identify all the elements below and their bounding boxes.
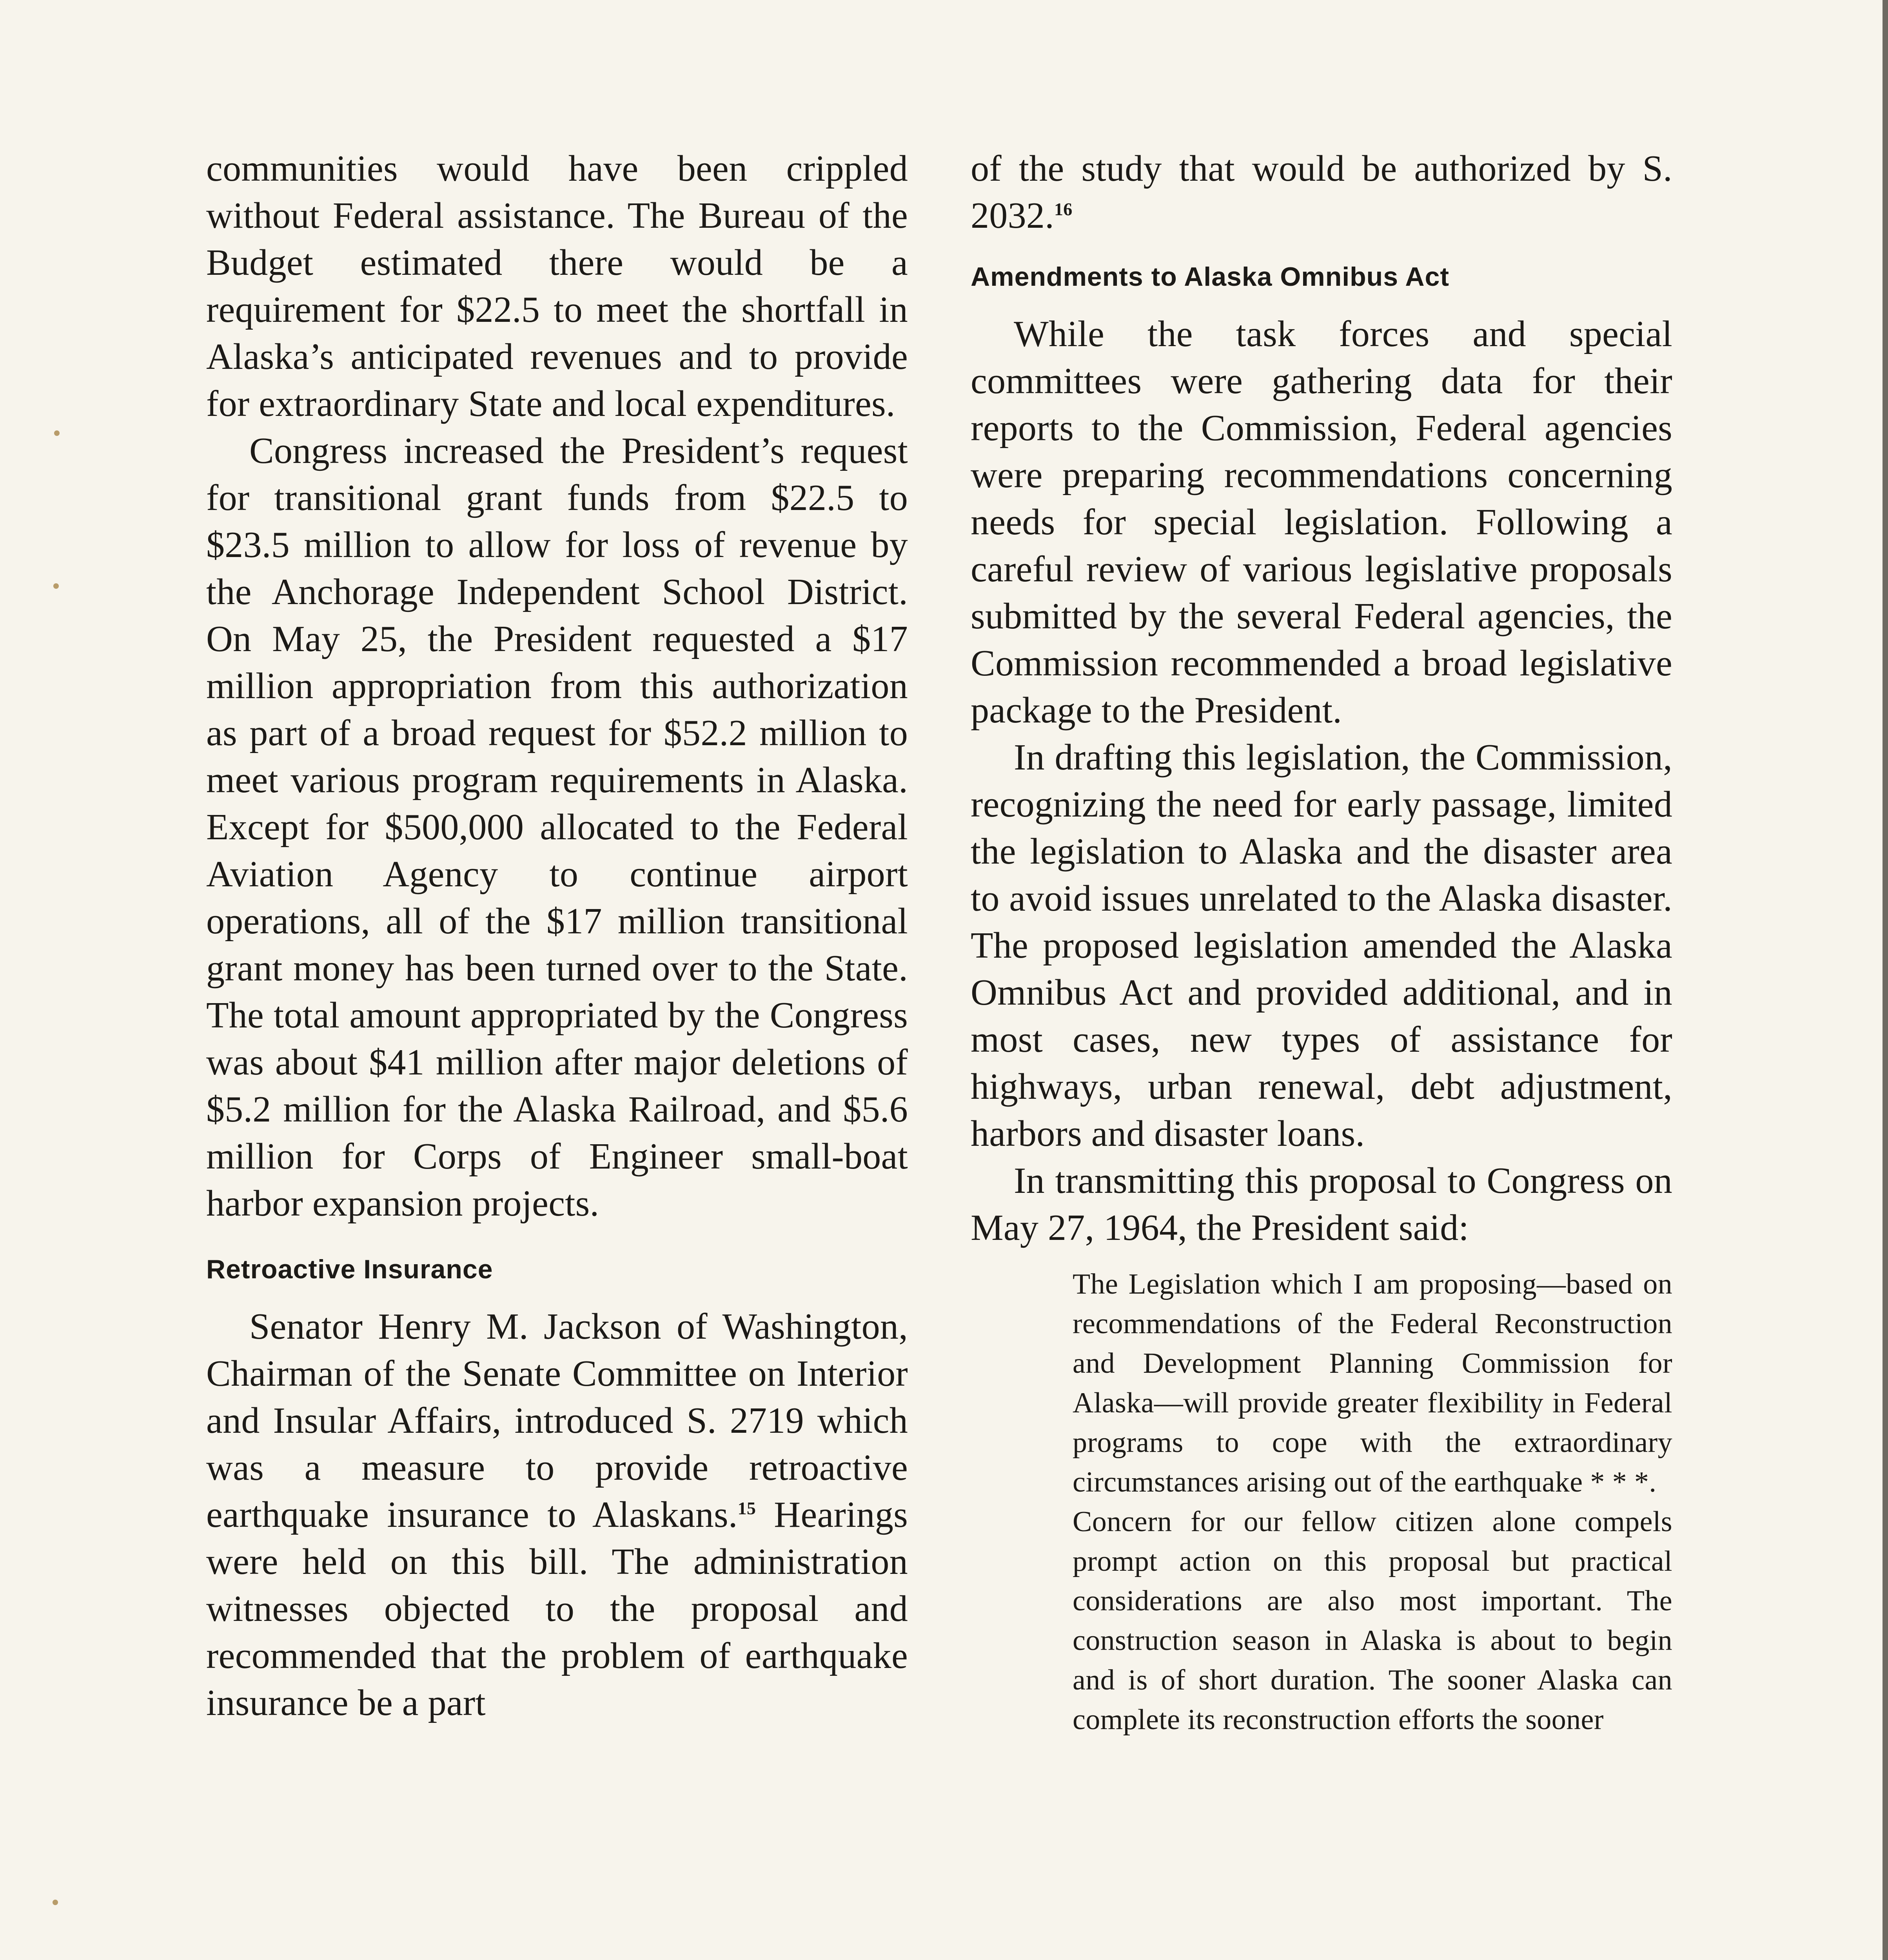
- right-paragraph-4: In transmitting this proposal to Congress on May 27, 1964, the President said:: [971, 1160, 1672, 1248]
- right-paragraph-2: While the task forces and special committees were gathering data for their reports to the Commission, Federal agencies were preparing recommendations concerning needs for special legislation. Following a careful review of various legislative proposals submitted by the several Federal agencies, the Commission recommended a broad legislative package to the President.: [971, 314, 1672, 731]
- left-paragraph-continued: communities would have been crippled without Federal assistance. The Bureau of the Budget estimated there would be a requirement for $22.5 to meet the shortfall in Alaska’s anticipated revenues and to provide for extraordinary State and local expenditures.: [206, 148, 908, 424]
- quote-paragraph-1: The Legislation which I am proposing—based on recommendations of the Federal Reconstruction and Development Planning Commission for Alaska—will provide greater flexibility in Federal programs to cope with the extraordinary circumstances arising out of the earthquake * * *.: [1073, 1268, 1672, 1498]
- quote-paragraph-2: Concern for our fellow citizen alone compels prompt action on this proposal but practical considerations are also most important. The construction season in Alaska is about to begin and is of short duration. The sooner Alaska can complete its reconstruction efforts the sooner: [1073, 1506, 1672, 1736]
- right-paragraph-continued: [971, 145, 1672, 239]
- margin-mark: [53, 583, 59, 589]
- left-paragraph-3: [206, 1303, 908, 1726]
- right-paragraph-continued-text: of the study that would be authorized by S. 2032.: [971, 148, 1672, 236]
- right-column: [971, 145, 1672, 1740]
- president-quote: [1073, 1265, 1672, 1740]
- footnote-ref-16: 16: [1054, 199, 1073, 219]
- left-paragraph-2: Congress increased the President’s request for transitional grant funds from $22.5 to $23.5 million to allow for loss of revenue by the Anchorage Independent School District. On May 25, the President requested a $17 million appropriation from this authorization as part of a broad request for $52.2 million to meet various program requirements in Alaska. Except for $500,000 allocated to the Federal Aviation Agency to continue airport operations, all of the $17 million transitional grant money has been turned over to the State. The total amount appropriated by the Congress was about $41 million after major deletions of $5.2 million for the Alaska Railroad, and $5.6 million for Corps of Engineer small-boat harbor expansion projects.: [206, 430, 908, 1224]
- section-heading-retroactive-insurance: Retroactive Insurance: [206, 1254, 493, 1284]
- left-paragraph-3-text: Senator Henry M. Jackson of Washington, Chairman of the Senate Committee on Interior and Insular Affairs, introduced S. 2719 which was a measure to provide retroactive earthquake insurance to Alaskans.: [206, 1306, 908, 1535]
- section-heading-amendments: Amendments to Alaska Omnibus Act: [971, 262, 1449, 292]
- margin-mark: [53, 1900, 58, 1905]
- left-paragraph-3-text-cont: Hearings were held on this bill. The administration witnesses objected to the proposal and recommended that the problem of earthquake insurance be a part: [206, 1494, 908, 1723]
- left-column: [206, 145, 908, 1726]
- footnote-ref-15: 15: [737, 1498, 756, 1518]
- margin-mark: [54, 430, 60, 436]
- right-paragraph-3: In drafting this legislation, the Commission, recognizing the need for early passage, limited the legislation to Alaska and the disaster area to avoid issues unrelated to the Alaska disaster. The proposed legislation amended the Alaska Omnibus Act and provided additional, and in most cases, new types of assistance for highways, urban renewal, debt adjustment, harbors and disaster loans.: [971, 737, 1672, 1154]
